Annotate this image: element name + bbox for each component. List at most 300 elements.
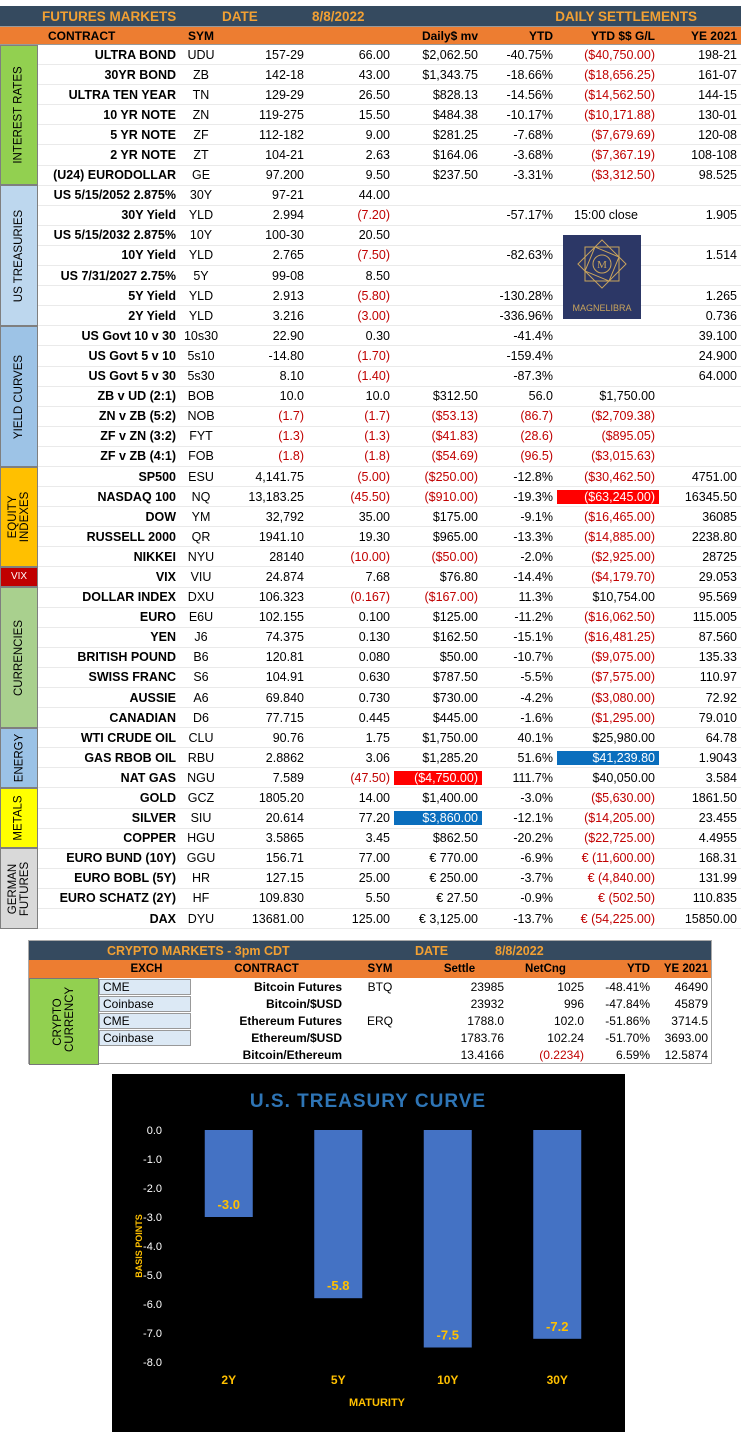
table-row [0,849,741,869]
cell-change: 2.63 [365,148,390,163]
crypto-cell-exch: Coinbase [99,1030,191,1046]
cell-change: 66.00 [358,47,390,62]
cell-daily-mv: $730.00 [432,690,478,705]
table-row [0,748,741,768]
category-german-futures: GERMAN FUTURES [0,848,38,929]
cell-ye2021: 130-01 [698,107,737,122]
header-ytd-gl: YTD $$ G/L [590,28,655,43]
cell-daily-mv: ($54.69) [431,449,478,464]
cell-ye2021: 161-07 [698,67,737,82]
cell-change: 0.100 [358,610,390,625]
cell-daily-mv: $2,062.50 [422,47,478,62]
cell-ye2021: 110.97 [699,670,737,685]
crypto-cell-netcng: 102.24 [547,1030,584,1045]
cell-ytd-gl: € (54,225.00) [580,911,655,926]
cell-sym: ZF [193,127,209,142]
cell-ytd-gl: $25,980.00 [592,730,655,745]
cell-sym: YLD [188,248,214,263]
cell-ytd: -7.68% [513,127,553,142]
cell-daily-mv: $787.50 [432,670,478,685]
cell-contract: BRITISH POUND [77,650,176,665]
crypto-cell-ytd: -47.84% [605,996,650,1011]
cell-contract: 5 YR NOTE [110,127,176,142]
date-value: 8/8/2022 [312,8,365,24]
cell-ye2021: 98.525 [698,168,737,183]
cell-sym: FYT [189,429,213,444]
cell-sym: 10s30 [183,328,219,343]
cell-daily-mv: € 250.00 [429,871,478,886]
cell-ytd: -12.1% [513,811,553,826]
table-row [0,186,741,206]
cell-sym: HR [191,871,211,886]
cell-ye2021: 28725 [702,549,737,564]
cell-ye2021: 120-08 [698,127,737,142]
cell-ytd: -159.4% [506,348,553,363]
cell-ytd-gl: ($3,080.00) [591,690,655,705]
cell-daily-mv: ($41.83) [431,429,478,444]
cell-ye2021: 3.584 [705,770,737,785]
cell-ytd-gl: ($63,245.00) [557,490,659,504]
crypto-header-netcng: NetCng [525,963,566,975]
cell-contract: (U24) EURODOLLAR [53,168,176,183]
table-row [0,367,741,387]
cell-daily-mv: $1,400.00 [422,791,478,806]
chart-svg [112,1074,625,1432]
table-row [0,788,741,808]
cell-change: 0.445 [358,710,390,725]
crypto-cell-exch: CME [99,1013,191,1029]
cell-price: 13,183.25 [248,489,304,504]
cell-contract: ULTRA TEN YEAR [68,87,176,102]
crypto-header-exch: EXCH [130,963,163,975]
cell-contract: US 5/15/2052 2.875% [53,188,176,203]
cell-price: 20.614 [265,811,304,826]
cell-ye2021: 1.265 [705,288,737,303]
cell-ytd: -82.63% [506,248,553,263]
cell-ytd-gl: € (4,840.00) [587,871,655,886]
futures-title-bar [0,6,741,26]
cell-price: 119-275 [259,107,304,122]
cell-price: 4,141.75 [255,469,304,484]
table-row [0,889,741,909]
cell-ye2021: 29.053 [698,569,737,584]
cell-change: 25.00 [358,871,390,886]
cell-contract: NASDAQ 100 [97,489,176,504]
table-row [0,407,741,427]
cell-contract: WTI CRUDE OIL [80,730,176,745]
cell-ytd-gl: $41,239.80 [557,751,659,765]
svg-text:M: M [597,259,607,271]
cell-contract: ULTRA BOND [94,47,176,62]
cell-sym: YLD [188,208,214,223]
cell-ytd: -0.9% [520,891,553,906]
cell-daily-mv: $175.00 [432,509,478,524]
cell-price: 13681.00 [251,911,304,926]
table-row [0,65,741,85]
table-row [0,547,741,567]
cell-ye2021: 1.9043 [698,750,737,765]
cell-ytd: (96.5) [520,449,553,464]
table-row [0,708,741,728]
cell-sym: 5s10 [187,348,215,363]
crypto-cell-ytd: 6.59% [615,1047,650,1062]
cell-change: 3.06 [365,750,390,765]
cell-sym: J6 [194,630,208,645]
cell-sym: VIU [190,569,212,584]
cell-daily-mv: $484.38 [432,107,478,122]
cell-ytd: 11.3% [518,590,553,605]
crypto-cell-contract: Ethereum/$USD [251,1030,342,1045]
crypto-row [29,1046,711,1063]
cell-ytd-gl: ($16,481.25) [584,630,655,645]
cell-contract: AUSSIE [129,690,176,705]
cell-sym: TN [192,87,210,102]
cell-change: (0.167) [350,590,390,605]
cell-change: 0.30 [365,328,390,343]
cell-price: 74.375 [265,630,304,645]
data-label: -3.0 [217,1197,240,1212]
cell-ytd: -18.66% [506,67,553,82]
cell-change: (1.70) [357,348,390,363]
category-currencies: CURRENCIES [0,587,38,728]
cell-ytd: -15.1% [513,630,553,645]
crypto-table [28,940,712,1064]
cell-price: 1941.10 [258,529,304,544]
crypto-header-ytd: YTD [627,963,650,975]
crypto-header-sym: SYM [367,963,393,975]
cell-ye2021: 198-21 [698,47,737,62]
y-tick-label: -6.0 [143,1299,162,1311]
cell-price: 90.76 [272,730,304,745]
cell-price: 104.91 [265,670,304,685]
cell-sym: QR [191,529,211,544]
cell-sym: D6 [193,710,209,725]
cell-contract: EURO BUND (10Y) [66,851,176,866]
cell-change: (7.20) [357,208,390,223]
cell-price: 2.765 [272,248,304,263]
cell-contract: 10 YR NOTE [103,107,176,122]
y-axis-label: BASIS POINTS [134,1214,144,1278]
cell-daily-mv: € 27.50 [436,891,478,906]
cell-ytd: (28.6) [520,429,553,444]
cell-change: 15.50 [358,107,390,122]
y-tick-label: -3.0 [143,1212,162,1224]
cell-change: (5.80) [357,288,390,303]
header-ye2021: YE 2021 [690,28,737,43]
cell-price: 127.15 [265,871,304,886]
cell-contract: DAX [149,911,176,926]
cell-price: 32,792 [265,509,304,524]
cell-daily-mv: $125.00 [432,610,478,625]
cell-price: 8.10 [279,369,304,384]
cell-daily-mv: ($53.13) [431,409,478,424]
cell-sym: NYU [187,549,215,564]
cell-contract: DOLLAR INDEX [82,590,176,605]
category-crypto-currency: CRYPTO CURRENCY [29,978,99,1065]
crypto-cell-ye2021: 46490 [674,979,708,994]
cell-price: 69.840 [265,690,304,705]
cell-contract: 2Y Yield [128,308,176,323]
cell-sym: YLD [188,288,214,303]
cell-change: (45.50) [350,489,390,504]
cell-ytd-gl: ($2,709.38) [591,409,655,424]
crypto-cell-ye2021: 12.5874 [664,1047,708,1062]
table-row [0,447,741,467]
table-row [0,326,741,346]
table-row [0,588,741,608]
crypto-cell-ytd: -48.41% [605,979,650,994]
magnelibra-logo [563,235,641,319]
cell-sym: B6 [193,650,209,665]
cell-ye2021: 144-15 [698,87,737,102]
table-row [0,125,741,145]
cell-change: 77.00 [358,851,390,866]
cell-sym: DYU [187,911,215,926]
cell-ytd: 51.6% [517,750,553,765]
treasury-curve-chart [112,1074,625,1432]
cell-ytd-gl: ($7,367.19) [591,148,655,163]
cell-change: 0.730 [358,690,390,705]
cell-ye2021: 72.92 [705,690,737,705]
y-tick-label: -7.0 [143,1328,162,1340]
x-axis-label: MATURITY [348,1397,406,1409]
cell-ytd-gl: ($16,465.00) [584,509,655,524]
cell-ye2021: 168.31 [698,851,737,866]
crypto-cell-exch: CME [99,979,191,995]
y-tick-label: -2.0 [143,1183,162,1195]
table-row [0,869,741,889]
cell-change: 19.30 [358,529,390,544]
data-label: -7.2 [546,1318,569,1334]
cell-price: 22.90 [272,328,304,343]
cell-price: 99-08 [272,268,304,283]
cell-ye2021: 4751.00 [691,469,737,484]
cell-ytd: -3.7% [520,871,553,886]
table-row [0,467,741,487]
cell-daily-mv: ($250.00) [424,469,478,484]
cell-change: 35.00 [358,509,390,524]
cell-contract: US 5/15/2032 2.875% [53,228,176,243]
crypto-cell-settle: 23932 [470,996,504,1011]
cell-sym: HF [192,891,210,906]
cell-sym: GE [191,168,211,183]
cell-sym: GGU [186,851,216,866]
cell-ye2021: 1.514 [705,248,737,263]
cell-ytd-gl: ($9,075.00) [591,650,655,665]
cell-contract: SILVER [131,811,176,826]
logo-text: MAGNELIBRA [572,303,632,313]
cell-ytd: -6.9% [520,851,553,866]
cell-sym: 5Y [193,268,209,283]
table-row [0,567,741,587]
table-row [0,507,741,527]
cell-contract: 30Y Yield [121,208,176,223]
y-tick-label: -8.0 [143,1357,162,1369]
y-tick-label: -5.0 [143,1270,162,1282]
cell-sym: ESU [188,469,214,484]
cell-change: 9.00 [365,127,390,142]
crypto-cell-ye2021: 45879 [674,996,708,1011]
cell-price: 1805.20 [258,791,304,806]
crypto-cell-contract: Ethereum Futures [239,1013,342,1028]
cell-ytd: -57.17% [506,208,553,223]
cell-ytd: -12.8% [513,469,553,484]
cell-change: (47.50) [350,770,390,785]
cell-contract: ZB v UD (2:1) [97,389,176,404]
table-row [0,809,741,829]
cell-ye2021: 87.560 [698,630,737,645]
futures-title: FUTURES MARKETS [42,8,177,24]
cell-sym: NGU [187,770,215,785]
cell-sym: RBU [187,750,215,765]
cell-daily-mv: € 770.00 [429,851,478,866]
cell-contract: 5Y Yield [128,288,176,303]
crypto-cell-ye2021: 3693.00 [664,1030,708,1045]
cell-ytd: -2.0% [520,549,553,564]
crypto-cell-contract: Bitcoin Futures [253,979,342,994]
y-tick-label: -4.0 [143,1241,162,1253]
cell-contract: CANADIAN [109,710,176,725]
table-row [0,909,741,929]
cell-price: 156.71 [265,851,304,866]
header-contract: CONTRACT [48,28,116,43]
cell-ytd: -87.3% [513,369,553,384]
bar-5y [314,1130,362,1298]
cell-change: 43.00 [358,67,390,82]
cell-price: 2.913 [272,288,304,303]
cell-price: 142-18 [265,67,304,82]
cell-daily-mv: ($167.00) [424,590,478,605]
cell-daily-mv: $828.13 [432,87,478,102]
cell-ytd: -1.6% [520,710,553,725]
cell-change: 44.00 [358,188,390,203]
crypto-cell-contract: Bitcoin/Ethereum [242,1047,342,1062]
table-row [0,105,741,125]
x-tick-label: 5Y [330,1373,346,1387]
cell-contract: GAS RBOB OIL [84,750,176,765]
cell-price: 104-21 [265,148,304,163]
table-row [0,628,741,648]
crypto-cell-contract: Bitcoin/$USD [265,996,342,1011]
y-tick-label: -1.0 [143,1154,162,1166]
cell-contract: NAT GAS [120,770,176,785]
cell-contract: US Govt 5 v 10 [88,348,176,363]
cell-ytd: -4.2% [520,690,553,705]
cell-ye2021: 4.4955 [698,831,737,846]
cell-sym: UDU [187,47,215,62]
cell-daily-mv: € 3,125.00 [418,911,478,926]
table-row [0,688,741,708]
cell-change: (5.00) [357,469,390,484]
cell-ytd: -9.1% [520,509,553,524]
cell-sym: 10Y [189,228,213,243]
crypto-cell-sym: ERQ [366,1013,393,1028]
cell-ytd: -40.75% [506,47,553,62]
crypto-cell-netcng: 102.0 [553,1013,584,1028]
cell-ytd-gl: ($14,562.50) [584,87,655,102]
cell-contract: RUSSELL 2000 [86,529,176,544]
cell-change: 3.45 [365,831,390,846]
cell-sym: 30Y [189,188,213,203]
cell-price: 157-29 [265,47,304,62]
cell-change: 10.0 [365,389,390,404]
cell-sym: GCZ [187,791,215,806]
cell-sym: YLD [188,308,214,323]
cell-ytd-gl: 15:00 close [574,208,638,223]
crypto-cell-settle: 23985 [470,979,504,994]
crypto-cell-ytd: -51.86% [605,1013,650,1028]
table-row [0,346,741,366]
cell-change: (10.00) [350,549,390,564]
cell-ytd-gl: ($16,062.50) [584,610,655,625]
table-row [0,45,741,65]
cell-ytd-gl: $40,050.00 [592,770,655,785]
cell-ye2021: 64.000 [698,369,737,384]
cell-sym: NOB [187,409,215,424]
cell-ytd: -5.5% [520,670,553,685]
cell-contract: DOW [145,509,176,524]
cell-daily-mv: $76.80 [439,569,478,584]
cell-daily-mv: $162.50 [432,630,478,645]
cell-daily-mv: $965.00 [432,529,478,544]
crypto-cell-settle: 1783.76 [460,1030,504,1045]
cell-ye2021: 131.99 [698,871,737,886]
crypto-header-ye2021: YE 2021 [663,963,708,975]
bar-30y [533,1130,581,1339]
cell-contract: ZN v ZB (5:2) [98,409,176,424]
cell-contract: SWISS FRANC [88,670,176,685]
x-tick-label: 10Y [437,1373,459,1387]
cell-ytd: -13.7% [513,911,553,926]
cell-daily-mv: $1,343.75 [422,67,478,82]
cell-ytd-gl: € (502.50) [598,891,655,906]
cell-contract: GOLD [139,791,176,806]
table-row [0,527,741,547]
cell-contract: ZF v ZB (4:1) [100,449,176,464]
cell-change: (1.3) [364,429,390,444]
cell-contract: 2 YR NOTE [110,148,176,163]
cell-daily-mv: $164.06 [432,148,478,163]
cell-price: 28140 [269,549,304,564]
cell-sym: ZT [193,148,209,163]
cell-contract: EURO SCHATZ (2Y) [59,891,176,906]
cell-ye2021: 110.835 [692,891,737,906]
crypto-cell-settle: 1788.0 [467,1013,504,1028]
category-energy: ENERGY [0,728,38,788]
crypto-cell-ye2021: 3714.5 [671,1013,708,1028]
cell-ye2021: 108-108 [691,148,737,163]
cell-ytd: -10.17% [506,107,553,122]
cell-change: 0.130 [358,630,390,645]
cell-ytd-gl: ($14,205.00) [584,811,655,826]
cell-ytd-gl: ($895.05) [601,429,655,444]
crypto-title-bar [29,941,711,960]
cell-ytd-gl: ($3,015.63) [591,449,655,464]
cell-ytd: -3.0% [520,791,553,806]
cell-ytd: 40.1% [517,730,553,745]
cell-daily-mv: ($4,750.00) [394,771,482,785]
date-label: DATE [222,8,258,24]
crypto-row [29,978,711,995]
cell-daily-mv: $312.50 [432,389,478,404]
table-row [0,145,741,165]
cell-ye2021: 23.455 [698,811,737,826]
cell-contract: US 7/31/2027 2.75% [60,268,176,283]
cell-ye2021: 79.010 [698,710,737,725]
data-label: -7.5 [436,1327,459,1343]
cell-ytd-gl: ($30,462.50) [584,469,655,484]
x-tick-label: 30Y [546,1373,568,1387]
